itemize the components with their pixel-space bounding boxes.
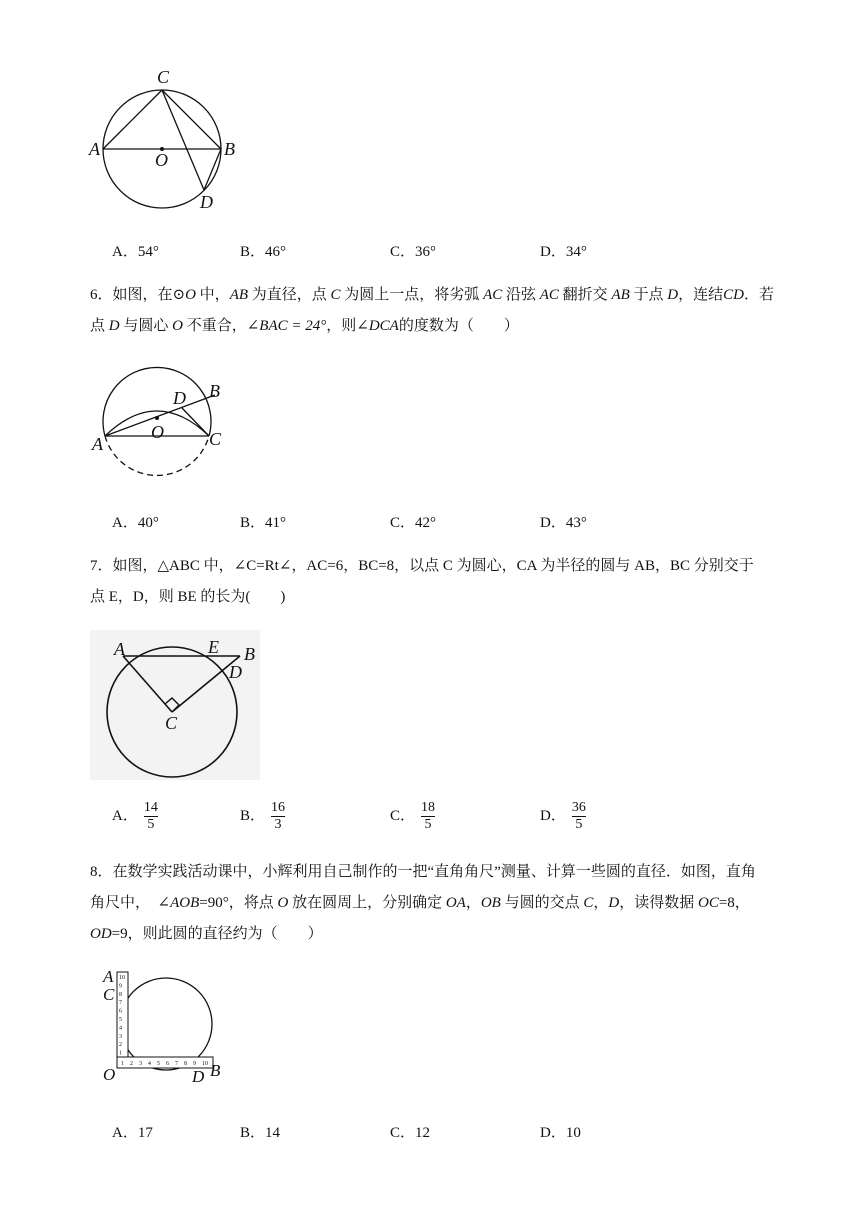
q5-label-o: O xyxy=(155,150,168,170)
q5-option-b[interactable]: B．46° xyxy=(240,244,287,260)
q6-option-c[interactable]: C．42° xyxy=(390,515,437,531)
q7-label-c: C xyxy=(165,713,178,733)
q8-horizontal-tick-label: 9 xyxy=(193,1061,196,1067)
q6-segment-cd xyxy=(182,408,209,436)
q5-chord-bd xyxy=(204,149,221,190)
q8-option-c[interactable]: C．12 xyxy=(390,1125,431,1141)
q8-circle xyxy=(120,978,212,1070)
q5-label-c: C xyxy=(157,67,170,87)
q8-line-3: OD=9，则此圆的直径约为（ ） xyxy=(90,926,323,942)
q6-option-d[interactable]: D．43° xyxy=(540,515,587,531)
q5-label-d: D xyxy=(200,192,213,212)
q8-label-a: A xyxy=(103,968,114,986)
q7-line-1: 7．如图，△ABC 中，∠C=Rt∠，AC=6，BC=8，以点 C 为圆心，CA 为半径的圆与 AB，BC 分别交于 xyxy=(90,558,754,574)
q6-center-dot xyxy=(155,416,159,420)
q6-label-a: A xyxy=(92,434,103,454)
q7-line-2: 点 E，D，则 BE 的长为( ) xyxy=(90,589,286,605)
q6-line-1: 6．如图，在⊙O 中，AB 为直径，点 C 为圆上一点，将劣弧 AC 沿弦 AC 翻折交 AB 于点 D，连结CD．若 xyxy=(90,287,774,303)
q6-option-a[interactable]: A．40° xyxy=(112,515,159,531)
q8-vertical-tick-label: 1 xyxy=(119,1050,122,1057)
q8-vertical-tick-label: 10 xyxy=(119,975,125,981)
q8-label-b: B xyxy=(210,1061,221,1080)
q5-chord-cb xyxy=(162,90,221,149)
q8-vertical-tick-label: 9 xyxy=(119,983,122,990)
q8-option-a[interactable]: A．17 xyxy=(112,1125,153,1141)
q7-option-a[interactable]: A． $\frac{14}{5}$ xyxy=(112,800,158,832)
q7-figure xyxy=(90,630,260,780)
q8-vertical-tick-label: 7 xyxy=(119,1000,122,1007)
q8-vertical-tick-label: 6 xyxy=(119,1008,122,1015)
q7-option-d-fraction: $\frac{36}{5}$ xyxy=(571,800,586,832)
q8-stem xyxy=(90,857,780,950)
q8-option-d[interactable]: D．10 xyxy=(540,1125,581,1141)
q8-figure xyxy=(100,968,240,1086)
q7-option-c[interactable]: C． $\frac{18}{5}$ xyxy=(390,800,436,832)
q8-label-d: D xyxy=(192,1067,205,1086)
q7-option-b-fraction: $\frac{16}{3}$ xyxy=(271,800,286,832)
q8-line-2: 角尺中， ∠AOB=90°，将点 O 放在圆周上，分别确定 OA，OB 与圆的交点 C，D，读得数据 OC=8， xyxy=(90,895,750,911)
q8-vertical-tick-label: 5 xyxy=(119,1017,122,1023)
q6-label-o: O xyxy=(151,422,164,442)
q8-vertical-tick-label: 8 xyxy=(119,991,122,998)
q8-label-c: C xyxy=(103,985,115,1004)
q7-stem xyxy=(90,551,780,613)
q8-horizontal-tick-label: 4 xyxy=(148,1061,151,1067)
q5-option-a[interactable]: A．54° xyxy=(112,244,159,260)
q8-line-1: 8．在数学实践活动课中，小辉利用自己制作的一把“直角角尺”测量、计算一些圆的直径．如图，直角 xyxy=(90,864,756,880)
q5-option-d[interactable]: D．34° xyxy=(540,244,587,260)
q6-figure xyxy=(85,350,235,490)
q6-label-d: D xyxy=(173,388,186,408)
q7-label-a: A xyxy=(114,639,125,659)
q7-label-b: B xyxy=(244,644,255,664)
q6-line-2: 点 D 与圆心 O 不重合，∠BAC = 24°，则∠DCA的度数为（ ） xyxy=(90,318,519,334)
q8-horizontal-tick-label: 1 xyxy=(121,1061,124,1067)
q7-label-d: D xyxy=(229,662,242,682)
q6-label-b: B xyxy=(209,381,220,401)
q8-horizontal-tick-label: 6 xyxy=(166,1061,169,1067)
q5-label-a: A xyxy=(89,139,100,159)
q5-option-c[interactable]: C．36° xyxy=(390,244,437,260)
q8-vertical-tick-label: 4 xyxy=(119,1025,122,1032)
q7-option-b[interactable]: B． $\frac{16}{3}$ xyxy=(240,800,286,832)
q5-figure xyxy=(85,65,245,215)
q7-option-a-fraction: $\frac{14}{5}$ xyxy=(143,800,158,832)
q7-option-d[interactable]: D． $\frac{36}{5}$ xyxy=(540,800,586,832)
q7-option-c-fraction: $\frac{18}{5}$ xyxy=(421,800,436,832)
q8-label-o: O xyxy=(103,1065,116,1084)
q8-vertical-tick-label: 3 xyxy=(119,1033,122,1040)
q6-option-b[interactable]: B．41° xyxy=(240,515,287,531)
q5-chord-ac xyxy=(103,90,162,149)
q6-label-c: C xyxy=(209,429,222,449)
q7-label-e: E xyxy=(208,637,219,657)
q8-option-b[interactable]: B．14 xyxy=(240,1125,281,1141)
q5-label-b: B xyxy=(224,139,235,159)
q8-horizontal-tick-label: 7 xyxy=(175,1061,178,1067)
q8-horizontal-tick-label: 8 xyxy=(184,1061,187,1067)
q6-stem xyxy=(90,280,780,342)
q5-chord-cd xyxy=(162,90,204,190)
q8-vertical-tick-label: 2 xyxy=(119,1042,122,1049)
q8-horizontal-tick-label: 10 xyxy=(202,1061,208,1067)
q8-horizontal-tick-label: 5 xyxy=(157,1061,160,1067)
q8-horizontal-tick-label: 2 xyxy=(130,1061,133,1067)
q8-horizontal-tick-label: 3 xyxy=(139,1061,142,1067)
